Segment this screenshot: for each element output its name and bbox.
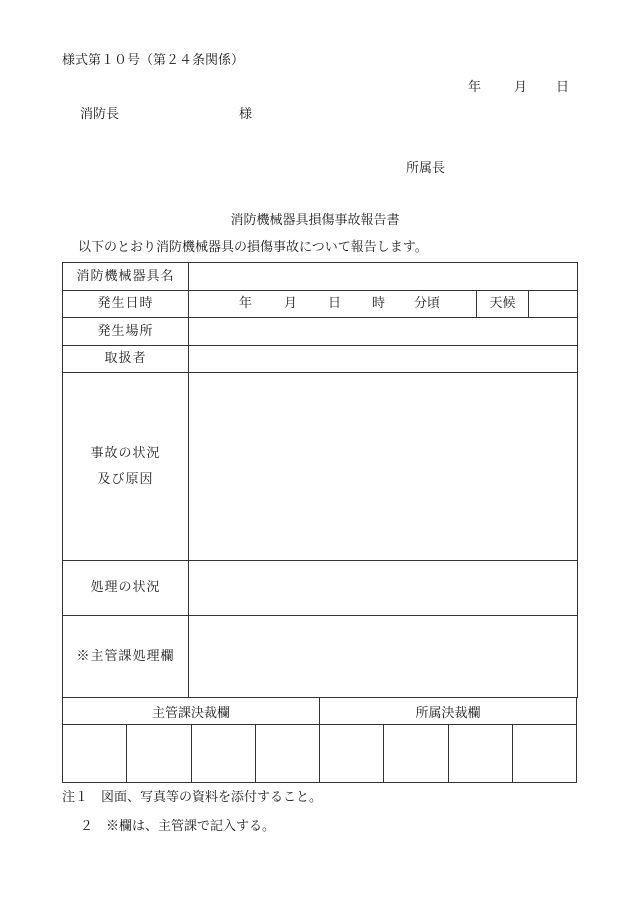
- treatment-field[interactable]: [189, 561, 578, 616]
- report-table: [62, 262, 578, 698]
- report-title: 消防機械器具損傷事故報告書: [230, 213, 400, 228]
- handler-field[interactable]: [189, 346, 578, 373]
- intro-text: 以下のとおり消防機械器具の損傷事故について報告します。: [78, 240, 428, 255]
- dept-stamp-box[interactable]: [320, 725, 384, 783]
- dt-year-label: 年: [239, 296, 253, 312]
- weather-field[interactable]: [529, 291, 578, 318]
- treatment-label: 処理の状況: [63, 561, 189, 616]
- dept-stamp-box[interactable]: [448, 725, 512, 783]
- occurrence-datetime-field[interactable]: [189, 291, 477, 318]
- date-year-label: 年: [468, 80, 482, 95]
- supervisor-stamp-box[interactable]: [255, 725, 319, 783]
- row-equipment-name: [63, 263, 578, 291]
- supervisor-stamp-box[interactable]: [191, 725, 255, 783]
- cause-label-line2: 及び原因: [97, 471, 154, 487]
- weather-label: 天候: [477, 291, 529, 318]
- approval-header-row: [63, 698, 577, 725]
- occurrence-datetime-label: 発生日時: [63, 291, 189, 318]
- supervisor-processing-label: ※主管課処理欄: [63, 616, 189, 698]
- row-location: [63, 318, 578, 346]
- dept-stamp-box[interactable]: [384, 725, 448, 783]
- form-number: 様式第１０号（第２４条関係）: [62, 53, 245, 68]
- addressee-title: 消防長: [80, 107, 120, 122]
- dept-stamp-box[interactable]: [512, 725, 576, 783]
- date-day-label: 日: [556, 80, 570, 95]
- approval-stamp-row: [63, 725, 577, 783]
- dept-decision-label: 所属決裁欄: [320, 698, 577, 725]
- row-occurrence-datetime: [63, 291, 578, 318]
- cause-field[interactable]: [189, 373, 578, 561]
- location-field[interactable]: [189, 318, 578, 346]
- equipment-name-label: 消防機械器具名: [63, 263, 189, 291]
- approval-table: [62, 697, 577, 783]
- row-supervisor-processing: [63, 616, 578, 698]
- date-month-label: 月: [514, 80, 528, 95]
- cause-label: [63, 373, 189, 561]
- dt-month-label: 月: [284, 296, 298, 312]
- note-2: ２ ※欄は、主管課で記入する。: [80, 819, 276, 834]
- dt-day-label: 日: [328, 296, 342, 312]
- supervisor-stamp-box[interactable]: [63, 725, 127, 783]
- row-treatment: [63, 561, 578, 616]
- location-label: 発生場所: [63, 318, 189, 346]
- dt-hour-label: 時: [372, 296, 386, 312]
- supervisor-stamp-box[interactable]: [127, 725, 191, 783]
- addressee-honorific: 様: [239, 107, 253, 122]
- equipment-name-field[interactable]: [189, 263, 578, 291]
- supervisor-decision-label: 主管課決裁欄: [63, 698, 320, 725]
- row-cause: [63, 373, 578, 561]
- row-handler: [63, 346, 578, 373]
- note-1: 注１ 図面、写真等の資料を添付すること。: [62, 790, 323, 805]
- sender-title: 所属長: [406, 161, 446, 176]
- cause-label-line1: 事故の状況: [90, 445, 161, 461]
- supervisor-processing-field[interactable]: [189, 616, 578, 698]
- dt-minute-label: 分頃: [414, 296, 441, 312]
- handler-label: 取扱者: [63, 346, 189, 373]
